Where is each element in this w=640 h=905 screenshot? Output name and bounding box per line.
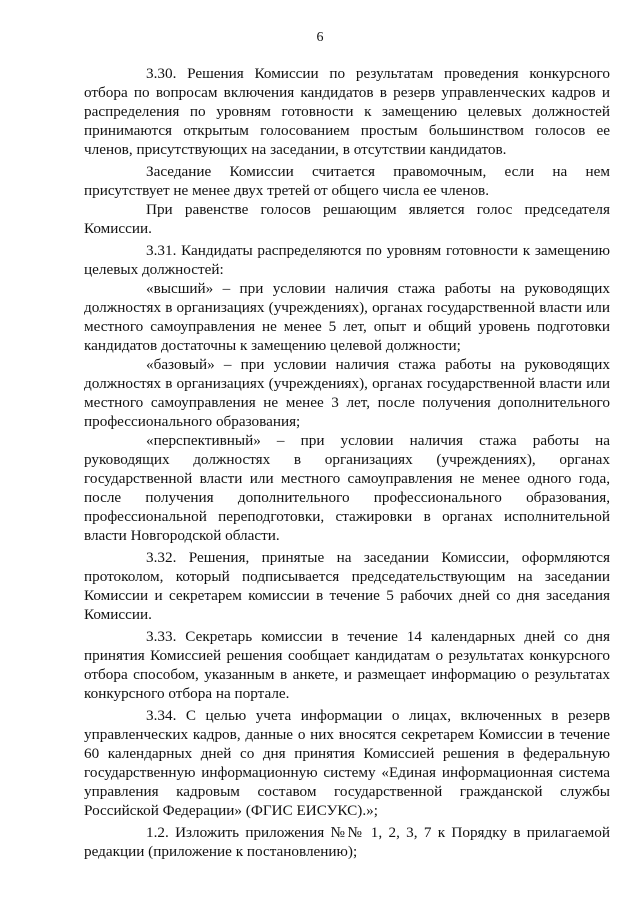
paragraph-3-31: 3.31. Кандидаты распределяются по уровням готовности к замещению целевых должностей:	[84, 242, 610, 278]
paragraph-1-2: 1.2. Изложить приложения №№ 1, 2, 3, 7 к Порядку в прилагаемой редакции (приложение к постановлению);	[84, 824, 610, 860]
paragraph-3-30: 3.30. Решения Комиссии по результатам проведения конкурсного отбора по вопросам включения кандидатов в резерв управленческих кадров и распределения по уровням готовности к замещению целевых должностей принимаются открытым голосованием простым большинством голосов ее членов, присутствующих на заседании, в отсутствии кандидатов.	[84, 65, 610, 158]
paragraph-level-basic: «базовый» – при условии наличия стажа работы на руководящих должностях в организациях (учреждениях), органах государственной власти или местного самоуправления не менее 3 лет, после получения дополнительного профессионального образования;	[84, 356, 610, 430]
page-number: 6	[316, 30, 324, 45]
paragraph-quorum: Заседание Комиссии считается правомочным, если на нем присутствует не менее двух третей от общего числа ее членов.	[84, 163, 610, 199]
paragraph-level-prospective: «перспективный» – при условии наличия стажа работы на руководящих должностях в организациях (учреждениях), органах государственной власти или местного самоуправления не менее одного года, после получения дополнительного профессионального образования, профессиональной переподготовки, стажировки в органах исполнительной власти Новгородской области.	[84, 432, 610, 544]
paragraph-tie-vote: При равенстве голосов решающим является голос председателя Комиссии.	[84, 201, 610, 237]
paragraph-3-34: 3.34. С целью учета информации о лицах, включенных в резерв управленческих кадров, данные о них вносятся секретарем Комиссии в течение 60 календарных дней со дня принятия Комиссией решения в федеральную государственную информационную систему «Единая информационная система управления кадровым составом государственной гражданской службы Российской Федерации» (ФГИС ЕИСУКС).»;	[84, 707, 610, 819]
paragraph-3-32: 3.32. Решения, принятые на заседании Комиссии, оформляются протоколом, который подписывается председательствующим на заседании Комиссии и секретарем комиссии в течение 5 рабочих дней со дня заседания Комиссии.	[84, 549, 610, 623]
paragraph-3-33: 3.33. Секретарь комиссии в течение 14 календарных дней со дня принятия Комиссией решения сообщает кандидатам о результатах конкурсного отбора способом, указанным в анкете, и размещает информацию о результатах конкурсного отбора на портале.	[84, 628, 610, 702]
paragraph-level-highest: «высший» – при условии наличия стажа работы на руководящих должностях в организациях (учреждениях), органах государственной власти или местного самоуправления не менее 5 лет, опыт и общий уровень подготовки кандидатов достаточны к замещению целевой должности;	[84, 280, 610, 354]
document-body	[84, 64, 610, 864]
